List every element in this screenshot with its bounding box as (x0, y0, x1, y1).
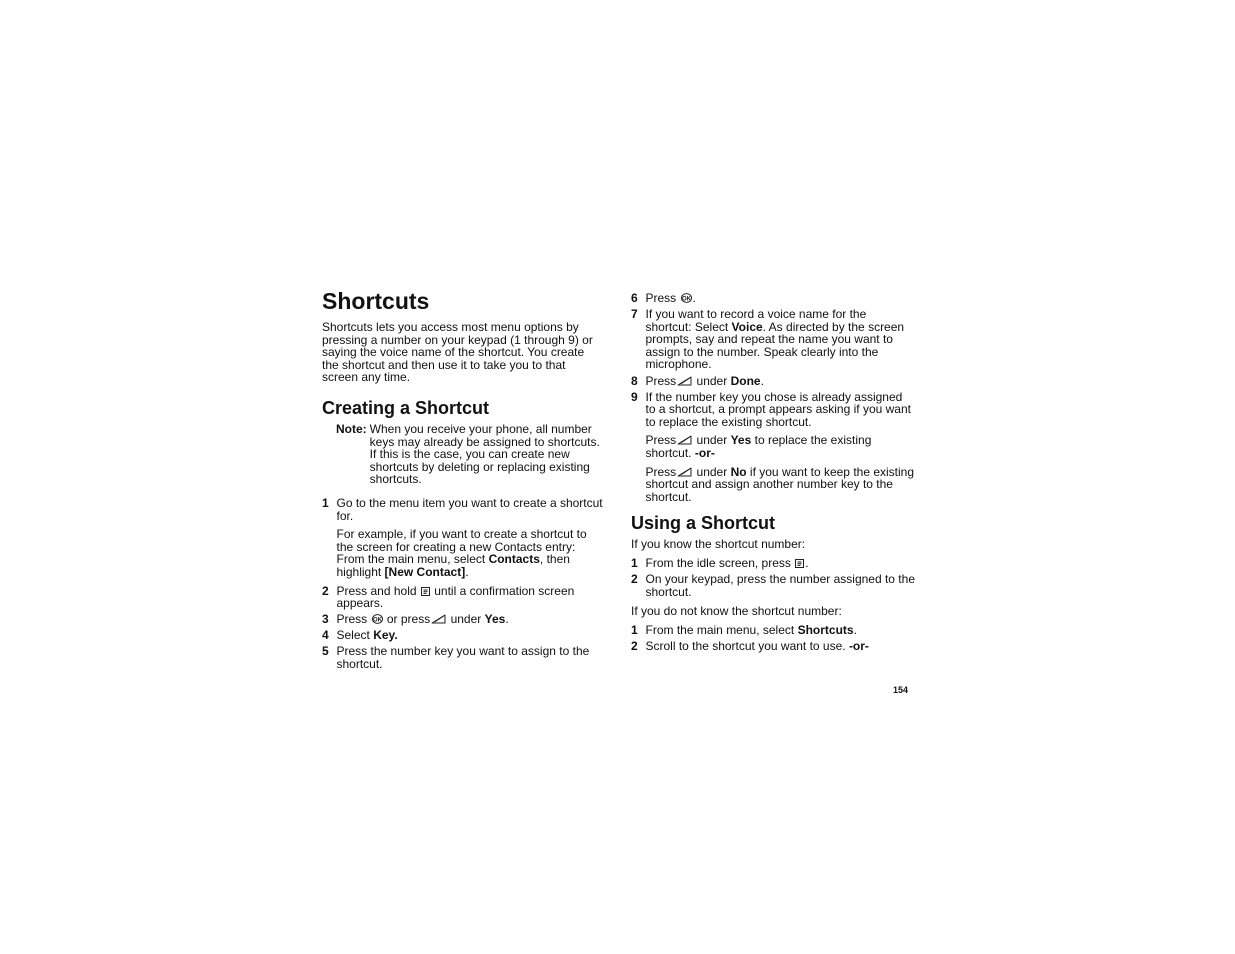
step-text-part: Select (336, 628, 370, 643)
step-text-part: . (805, 556, 809, 570)
list-item (631, 308, 915, 371)
step-text (646, 557, 916, 570)
step-number: 2 (631, 572, 638, 587)
step-text-part: . As directed by the screen prompts, say and repeat the name you want to assign to the number. Speak clearly into the microphone. (645, 319, 905, 372)
step-number: 5 (322, 644, 329, 659)
step-text-part: Press (645, 291, 677, 305)
step-text-part: . (505, 612, 509, 627)
step-number: 7 (631, 307, 638, 322)
text-part: Press (645, 464, 677, 479)
list-item (322, 645, 604, 670)
example-text: For example, if you want to create a shortcut to the screen for creating a new Contacts entry: From the main menu, select (336, 527, 587, 567)
using-heading: Using a Shortcut (631, 513, 776, 534)
note-text: When you receive your phone, all number keys may already be assigned to shortcuts. If this is the case, you can create new shortcuts by deleting or replacing existing shortcuts. (369, 421, 600, 487)
bold-yes: Yes (730, 433, 752, 448)
list-item (631, 391, 915, 429)
list-item (322, 629, 604, 642)
step-text-part: From the main menu, select (645, 622, 798, 637)
example-text: . (465, 564, 469, 579)
step-bold-done: Done (730, 373, 761, 388)
list-item (631, 624, 915, 637)
step-text (646, 624, 916, 637)
step-text-part: Press (645, 373, 677, 388)
step-text-part: Press and hold (336, 583, 417, 598)
step-text-part: From the idle screen, press (645, 556, 791, 570)
step-text-part: . (853, 622, 857, 637)
step-text (646, 640, 916, 653)
step-text-part: Press (336, 612, 368, 627)
step-text: Go to the menu item you want to create a shortcut for. (336, 495, 603, 523)
step-text: On your keypad, press the number assigned to the shortcut. (645, 572, 915, 599)
step-number: 1 (322, 495, 329, 510)
list-item (631, 640, 915, 653)
step-number: 1 (631, 556, 638, 570)
example-text: , then highlight (336, 552, 570, 579)
list-item (322, 585, 604, 610)
step-text (646, 308, 916, 371)
known-paragraph: If you know the shortcut number: (631, 537, 806, 552)
page-number: 154 (893, 685, 909, 695)
example-bold-new-contact: [New Contact] (384, 564, 466, 579)
step-text (337, 629, 605, 642)
replace-no-paragraph (646, 466, 916, 504)
step-text-part: under (450, 612, 482, 627)
step-bold-voice: Voice (731, 319, 763, 334)
ok-key-icon (372, 614, 383, 624)
example-bold-contacts: Contacts (488, 552, 540, 567)
svg-text:OK: OK (372, 617, 382, 624)
menu-key-icon (795, 559, 804, 568)
note (336, 423, 604, 486)
step-text: Press the number key you want to assign to the shortcut. (336, 644, 590, 671)
left-column (322, 287, 604, 674)
step-text (646, 375, 916, 388)
step-text (337, 585, 605, 610)
right-column (631, 292, 915, 656)
step-bold-shortcuts: Shortcuts (797, 622, 854, 637)
text-part: under (696, 464, 728, 479)
step-text (337, 613, 605, 626)
list-item (322, 497, 604, 522)
menu-key-icon (421, 587, 430, 596)
text-part: if you want to keep the existing shortcut and assign another number key to the shortcut. (645, 464, 915, 504)
list-item (631, 573, 915, 598)
step-text (646, 292, 916, 305)
svg-text:OK: OK (681, 296, 691, 303)
softkey-icon (677, 467, 692, 477)
creating-heading: Creating a Shortcut (322, 397, 490, 418)
step-bold-or: -or- (848, 638, 869, 653)
list-item (631, 292, 915, 305)
list-item (631, 375, 915, 388)
bold-no: No (730, 464, 747, 479)
step-bold-key: Key. (373, 628, 398, 643)
softkey-icon (677, 435, 692, 445)
softkey-icon (677, 376, 692, 386)
replace-yes-paragraph (646, 434, 916, 459)
page-title: Shortcuts (322, 288, 430, 314)
step-text-part: Scroll to the shortcut you want to use. (645, 638, 849, 653)
text-part: to replace the existing shortcut. (645, 433, 872, 461)
list-item (322, 613, 604, 626)
step-number: 6 (631, 291, 638, 305)
step-number: 1 (631, 622, 638, 637)
list-item (631, 557, 915, 570)
step-text-part: under (696, 373, 728, 388)
step-number: 9 (631, 389, 638, 404)
step-number: 8 (631, 373, 638, 388)
step-number: 3 (322, 612, 329, 627)
step-number: 2 (322, 583, 329, 598)
intro-paragraph: Shortcuts lets you access most menu options by pressing a number on your keypad (1 through 9) or saying the voice name of the shortcut. You create the shortcut and then use it to take you to that screen any time. (322, 320, 593, 385)
text-part: under (696, 433, 728, 448)
text-part: Press (645, 433, 677, 448)
step-text-part: or press (386, 612, 431, 627)
softkey-icon (431, 614, 446, 624)
bold-or: -or- (694, 446, 715, 461)
step-bold-yes: Yes (484, 612, 506, 627)
note-label: Note: (336, 421, 367, 436)
step-text-part: . (692, 291, 696, 305)
step-text-part: . (760, 373, 764, 388)
example-paragraph (337, 528, 605, 578)
step-number: 2 (631, 638, 638, 653)
step-text: If the number key you chose is already assigned to a shortcut, a prompt appears asking if you want to replace the existing shortcut. (645, 389, 911, 429)
step-text-part: until a confirmation screen appears. (336, 583, 575, 611)
unknown-paragraph: If you do not know the shortcut number: (631, 604, 842, 619)
ok-key-icon (681, 293, 692, 303)
step-text-part: If you want to record a voice name for the shortcut: Select (645, 307, 867, 334)
step-number: 4 (322, 628, 329, 643)
